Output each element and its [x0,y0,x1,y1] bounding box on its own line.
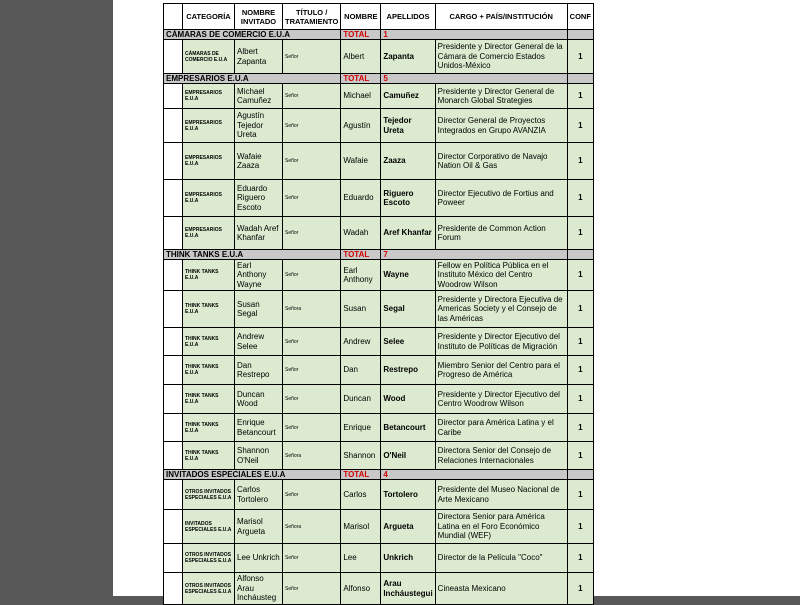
cargo-cell: Director Ejecutivo de Fortius and Poweer [435,180,567,217]
table-row [164,291,594,328]
conf-cell: 1 [567,573,593,605]
conf-cell: 1 [567,510,593,544]
conf-cell: 1 [567,414,593,442]
section-header-row [164,470,594,480]
cargo-cell: Directora Senior del Consejo de Relaciones Internacionales [435,442,567,470]
section-title: THINK TANKS E.U.A [164,250,341,260]
categoria-cell: EMPRESARIOS E.U.A [183,109,235,143]
nombre-cell: Albert [341,40,381,74]
categoria-cell: THINK TANKS E.U.A [183,328,235,356]
header-apellidos: APELLIDOS [381,4,435,30]
nombre-cell: Agustín [341,109,381,143]
cargo-cell: Presidente y Director Ejecutivo del Centro Woodrow Wilson [435,385,567,414]
row-blank-cell [164,109,183,143]
apellidos-cell: Segal [381,291,435,328]
header-nombre-invitado: NOMBRE INVITADO [235,4,283,30]
nombre-cell: Lee [341,544,381,573]
row-blank-cell [164,510,183,544]
invitado-cell: Albert Zapanta [235,40,283,74]
section-total-label: TOTAL [341,30,381,40]
header-row [164,4,594,30]
row-blank-cell [164,544,183,573]
invitado-cell: Earl Anthony Wayne [235,260,283,291]
row-blank-cell [164,291,183,328]
apellidos-cell: O'Neil [381,442,435,470]
invitado-cell: Enrique Betancourt [235,414,283,442]
header-categoria: CATEGORÍA [183,4,235,30]
conf-cell: 1 [567,328,593,356]
invitado-cell: Shannon O'Neil [235,442,283,470]
section-total-label: TOTAL [341,250,381,260]
table-row [164,143,594,180]
cargo-cell: Presidente y Director General de Monarch Global Strategies [435,84,567,109]
table-row [164,356,594,385]
table-row [164,510,594,544]
row-blank-cell [164,180,183,217]
apellidos-cell: Camuñez [381,84,435,109]
row-blank-cell [164,573,183,605]
section-empty-cell [567,30,593,40]
section-empty-cell [567,470,593,480]
nombre-cell: Enrique [341,414,381,442]
guest-table [163,3,594,605]
table-row [164,573,594,605]
header-cargo: CARGO + PAÍS/INSTITUCIÓN [435,4,567,30]
titulo-cell: Señor [283,143,341,180]
cargo-cell: Presidente del Museo Nacional de Arte Mexicano [435,480,567,510]
table-row [164,217,594,250]
apellidos-cell: Tejedor Ureta [381,109,435,143]
table-row [164,40,594,74]
categoria-cell: THINK TANKS E.U.A [183,356,235,385]
document-page [113,0,800,603]
section-empty-cell [567,250,593,260]
titulo-cell: Señor [283,217,341,250]
section-header-row [164,74,594,84]
apellidos-cell: Riguero Escoto [381,180,435,217]
row-blank-cell [164,356,183,385]
apellidos-cell: Unkrich [381,544,435,573]
nombre-cell: Dan [341,356,381,385]
categoria-cell: EMPRESARIOS E.U.A [183,180,235,217]
section-total-value: 1 [381,30,567,40]
row-blank-cell [164,480,183,510]
invitado-cell: Wadah Aref Khanfar [235,217,283,250]
titulo-cell: Señor [283,480,341,510]
nombre-cell: Carlos [341,480,381,510]
nombre-cell: Earl Anthony [341,260,381,291]
table-row [164,385,594,414]
row-blank-cell [164,260,183,291]
titulo-cell: Señora [283,442,341,470]
conf-cell: 1 [567,544,593,573]
header-titulo: TÍTULO / TRATAMIENTO [283,4,341,30]
categoria-cell: INVITADOS ESPECIALES E.U.A [183,510,235,544]
table-row [164,109,594,143]
cargo-cell: Presidente y Director Ejecutivo del Instituto de Políticas de Migración [435,328,567,356]
categoria-cell: THINK TANKS E.U.A [183,260,235,291]
invitado-cell: Michael Camuñez [235,84,283,109]
categoria-cell: THINK TANKS E.U.A [183,385,235,414]
row-blank-cell [164,442,183,470]
row-blank-cell [164,328,183,356]
table-row [164,328,594,356]
nombre-cell: Alfonso [341,573,381,605]
titulo-cell: Señor [283,180,341,217]
invitado-cell: Susan Segal [235,291,283,328]
table-row [164,544,594,573]
row-blank-cell [164,217,183,250]
row-blank-cell [164,385,183,414]
cargo-cell: Miembro Senior del Centro para el Progreso de América [435,356,567,385]
titulo-cell: Señor [283,544,341,573]
table-row [164,260,594,291]
conf-cell: 1 [567,260,593,291]
invitado-cell: Alfonso Arau Incháusteg [235,573,283,605]
cargo-cell: Director General de Proyectos Integrados en Grupo AVANZIA [435,109,567,143]
categoria-cell: EMPRESARIOS E.U.A [183,84,235,109]
categoria-cell: THINK TANKS E.U.A [183,442,235,470]
apellidos-cell: Argueta [381,510,435,544]
apellidos-cell: Aref Khanfar [381,217,435,250]
cargo-cell: Director para América Latina y el Caribe [435,414,567,442]
categoria-cell: EMPRESARIOS E.U.A [183,217,235,250]
conf-cell: 1 [567,84,593,109]
conf-cell: 1 [567,385,593,414]
categoria-cell: OTROS INVITADOS ESPECIALES E.U.A [183,573,235,605]
apellidos-cell: Wayne [381,260,435,291]
table-row [164,414,594,442]
section-total-label: TOTAL [341,74,381,84]
conf-cell: 1 [567,217,593,250]
categoria-cell: THINK TANKS E.U.A [183,414,235,442]
conf-cell: 1 [567,480,593,510]
section-header-row [164,30,594,40]
table-row [164,480,594,510]
conf-cell: 1 [567,356,593,385]
titulo-cell: Señor [283,385,341,414]
nombre-cell: Michael [341,84,381,109]
cargo-cell: Director de la Película "Coco" [435,544,567,573]
apellidos-cell: Betancourt [381,414,435,442]
conf-cell: 1 [567,442,593,470]
section-total-value: 4 [381,470,567,480]
invitado-cell: Marisol Argueta [235,510,283,544]
apellidos-cell: Selee [381,328,435,356]
titulo-cell: Señor [283,40,341,74]
row-blank-cell [164,84,183,109]
section-empty-cell [567,74,593,84]
titulo-cell: Señor [283,260,341,291]
titulo-cell: Señor [283,109,341,143]
conf-cell: 1 [567,291,593,328]
nombre-cell: Duncan [341,385,381,414]
categoria-cell: OTROS INVITADOS ESPECIALES E.U.A [183,480,235,510]
titulo-cell: Señora [283,291,341,328]
titulo-cell: Señor [283,328,341,356]
cargo-cell: Presidente y Directora Ejecutiva de Americas Society y el Consejo de las Américas [435,291,567,328]
apellidos-cell: Zapanta [381,40,435,74]
cargo-cell: Directora Senior para América Latina en el Foro Económico Mundial (WEF) [435,510,567,544]
invitado-cell: Carlos Tortolero [235,480,283,510]
conf-cell: 1 [567,180,593,217]
cargo-cell: Cineasta Mexicano [435,573,567,605]
cargo-cell: Presidente y Director General de la Cámara de Comercio Estados Unidos-México [435,40,567,74]
table-row [164,442,594,470]
header-nombre: NOMBRE [341,4,381,30]
conf-cell: 1 [567,143,593,180]
apellidos-cell: Restrepo [381,356,435,385]
nombre-cell: Eduardo [341,180,381,217]
conf-cell: 1 [567,40,593,74]
nombre-cell: Marisol [341,510,381,544]
cargo-cell: Fellow en Política Pública en el Instituto México del Centro Woodrow Wilson [435,260,567,291]
table-row [164,84,594,109]
apellidos-cell: Arau Incháustegui [381,573,435,605]
invitado-cell: Lee Unkrich [235,544,283,573]
row-blank-cell [164,40,183,74]
categoria-cell: THINK TANKS E.U.A [183,291,235,328]
invitado-cell: Dan Restrepo [235,356,283,385]
nombre-cell: Wadah [341,217,381,250]
invitado-cell: Andrew Selee [235,328,283,356]
nombre-cell: Wafaie [341,143,381,180]
cargo-cell: Director Corporativo de Navajo Nation Oil & Gas [435,143,567,180]
nombre-cell: Susan [341,291,381,328]
categoria-cell: OTROS INVITADOS ESPECIALES E.U.A [183,544,235,573]
apellidos-cell: Zaaza [381,143,435,180]
section-title: INVITADOS ESPECIALES E.U.A [164,470,341,480]
titulo-cell: Señor [283,356,341,385]
invitado-cell: Eduardo Riguero Escoto [235,180,283,217]
apellidos-cell: Wood [381,385,435,414]
section-title: CÁMARAS DE COMERCIO E.U.A [164,30,341,40]
invitado-cell: Duncan Wood [235,385,283,414]
section-header-row [164,250,594,260]
titulo-cell: Señor [283,84,341,109]
header-blank [164,4,183,30]
header-conf: CONF [567,4,593,30]
section-total-value: 5 [381,74,567,84]
apellidos-cell: Tortolero [381,480,435,510]
conf-cell: 1 [567,109,593,143]
titulo-cell: Señora [283,510,341,544]
section-title: EMPRESARIOS E.U.A [164,74,341,84]
table-row [164,180,594,217]
invitado-cell: Wafaie Zaaza [235,143,283,180]
titulo-cell: Señor [283,414,341,442]
invitado-cell: Agustín Tejedor Ureta [235,109,283,143]
nombre-cell: Shannon [341,442,381,470]
categoria-cell: EMPRESARIOS E.U.A [183,143,235,180]
nombre-cell: Andrew [341,328,381,356]
section-total-value: 7 [381,250,567,260]
cargo-cell: Presidente de Common Action Forum [435,217,567,250]
row-blank-cell [164,414,183,442]
titulo-cell: Señor [283,573,341,605]
section-total-label: TOTAL [341,470,381,480]
categoria-cell: CÁMARAS DE COMERCIO E.U.A [183,40,235,74]
row-blank-cell [164,143,183,180]
